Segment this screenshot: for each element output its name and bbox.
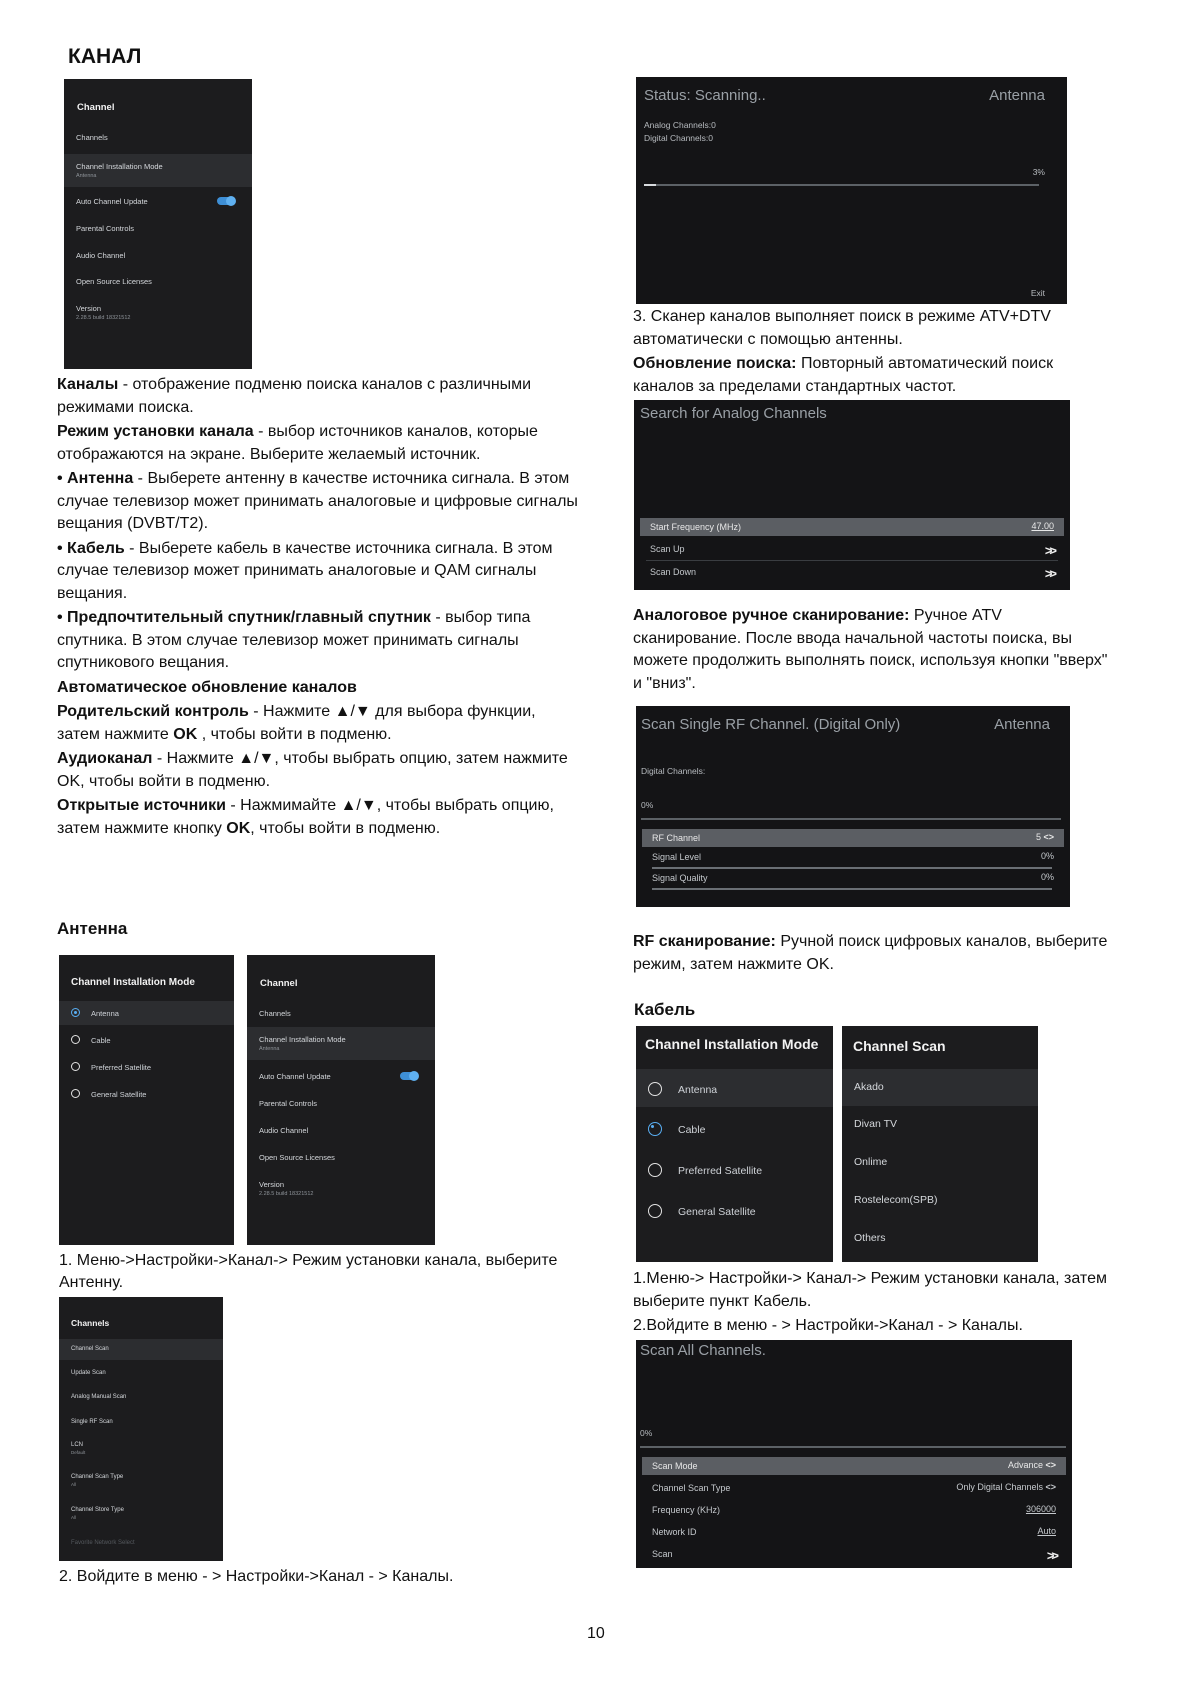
progress-track [641,818,1061,820]
menu-item-licenses: Open Source Licenses [76,277,152,286]
install-mode-title: Channel Installation Mode [71,977,195,988]
scan-source: Antenna [989,87,1045,104]
signal-quality-row: Signal Quality 0% [652,872,1054,883]
scan-row: Scan >> [652,1548,1056,1563]
exit-label: Exit [1030,288,1045,298]
antenna-install-mode-screenshot [59,955,234,1245]
provider-item: Rostelecom(SPB) [854,1194,938,1206]
menu-item-version: Version 2.28.5 build 18321512 [259,1180,314,1197]
cable-heading: Кабель [634,1000,696,1019]
option-label: Cable [91,1036,111,1045]
analog-search-screenshot [634,400,1070,590]
antenna-caption-1: 1. Меню->Настройки->Канал-> Режим установки канала, выберите Антенну. [59,1252,558,1291]
channel-scan-screenshot [842,1026,1038,1262]
double-chevron-icon: >> [1044,543,1054,558]
double-chevron-icon: >> [1046,1548,1056,1563]
right-description-1: 3. Сканер каналов выполняет поиск в режиме ATV+DTV автоматически с помощью антенны. Обновление поиска: Повторный автоматический поиск каналов за пределами стандартных частот. [633,308,1054,395]
radio-icon [648,1204,662,1218]
right-description-3: RF сканирование: Ручной поиск цифровых каналов, выберите режим, затем нажмите OK. [633,933,1108,973]
page-heading: КАНАЛ [68,45,142,68]
scan-all-screenshot [636,1340,1072,1568]
menu-title: Channel [77,102,115,113]
scanning-status-screenshot [636,77,1067,304]
option-antenna-row [636,1069,833,1107]
scan-type-row: Channel Scan Type Only Digital Channels <> [652,1482,1056,1493]
cable-captions: 1.Меню-> Настройки-> Канал-> Режим установки канала, затем выберите пункт Кабель. 2.Войдите в меню - > Настройки->Канал - > Каналы. [633,1270,1107,1334]
double-chevron-icon: >> [1044,566,1054,581]
install-mode-title: Channel Installation Mode [645,1036,819,1052]
radio-icon [71,1062,80,1071]
left-right-arrows-icon: <> [1045,1482,1056,1492]
right-description-2: Аналоговое ручное сканирование: Ручное ATV сканирование. После ввода начальной частоты поиска, вы можете продолжить выполнять поиск, используя кнопки "вверх" и "вниз". [633,607,1108,692]
network-id-row: Network ID Auto [652,1526,1056,1537]
menu-title: Channel [260,978,298,989]
menu-title: Channels [71,1318,110,1328]
left-right-arrows-icon: <> [1045,1460,1056,1470]
menu-item-update-scan: Update Scan [71,1370,106,1376]
menu-item-audio: Audio Channel [76,251,126,260]
provider-item: Akado [842,1069,1038,1106]
scan-all-percent: 0% [640,1428,653,1438]
option-label: Preferred Satellite [91,1063,152,1072]
channel-menu-screenshot [64,79,252,369]
menu-item-auto-update: Auto Channel Update [76,197,148,206]
cable-install-mode-screenshot [636,1026,833,1262]
menu-item-single-rf: Single RF Scan [71,1419,113,1425]
left-right-arrows-icon: <> [1043,832,1054,842]
toggle-icon [400,1072,418,1080]
radio-icon [648,1163,662,1177]
radio-icon [648,1082,662,1096]
antenna-heading: Антенна [57,919,128,938]
rf-title: Scan Single RF Channel. (Digital Only) [641,716,901,733]
progress-track [640,1446,1066,1448]
rf-source: Antenna [994,716,1050,733]
rf-scan-screenshot [636,706,1070,907]
scan-down-row: Scan Down >> [650,566,1054,581]
channel-scan-title: Channel Scan [853,1038,946,1054]
radio-selected-icon [71,1008,80,1017]
antenna-caption-2: 2. Войдите в меню - > Настройки->Канал - > Каналы. [59,1568,454,1585]
menu-item-installation-mode: Channel Installation Mode Antenna [247,1027,435,1060]
menu-item-store-type: Channel Store Type All [71,1507,124,1520]
signal-quality-bar [652,888,1052,890]
menu-item-channel-scan: Channel Scan [59,1339,223,1360]
provider-item: Others [854,1232,886,1244]
rf-percent: 0% [641,800,654,810]
menu-item-licenses: Open Source Licenses [259,1153,335,1162]
option-label: Preferred Satellite [678,1165,763,1177]
provider-item: Onlime [854,1156,888,1168]
option-label: Cable [678,1124,706,1136]
divider [646,560,1058,561]
menu-item-scan-type: Channel Scan Type All [71,1474,124,1487]
rf-digital-label: Digital Channels: [641,766,706,776]
channels-menu-screenshot [59,1297,223,1561]
progress-fill [644,184,656,186]
progress-track [644,184,1039,186]
rf-channel-row: RF Channel 5 <> [642,829,1064,847]
scan-status: Status: Scanning.. [644,87,766,104]
option-antenna [59,1001,234,1025]
menu-item-version: Version 2.28.5 build 18321512 [76,304,131,321]
menu-item-channels: Channels [259,1009,291,1018]
scan-percent: 3% [1032,167,1045,177]
radio-selected-icon [648,1122,662,1136]
menu-item-installation-mode: Channel Installation Mode Antenna [64,154,252,187]
menu-item-favorite-network: Favorite Network Select [71,1540,135,1546]
scan-all-title: Scan All Channels. [640,1342,766,1359]
digital-count: Digital Channels:0 [644,133,713,143]
menu-item-audio: Audio Channel [259,1126,309,1135]
provider-item: Divan TV [854,1118,897,1130]
menu-item-lcn: LCN Default [71,1442,86,1455]
menu-item-parental: Parental Controls [259,1099,317,1108]
menu-item-parental: Parental Controls [76,224,134,233]
frequency-row: Frequency (KHz) 306000 [652,1504,1056,1515]
scan-up-row: Scan Up >> [650,543,1054,558]
scan-mode-row: Scan Mode Advance <> [642,1457,1066,1475]
toggle-icon [217,197,235,205]
radio-icon [71,1035,80,1044]
option-label: Antenna [91,1009,119,1018]
analog-count: Analog Channels:0 [644,120,716,130]
option-label: General Satellite [678,1206,756,1218]
option-label: Antenna [678,1084,718,1096]
radio-icon [71,1089,80,1098]
start-frequency-row: Start Frequency (MHz) 47.00 [640,518,1064,536]
menu-item-analog-manual: Analog Manual Scan [71,1394,127,1400]
menu-item-channels: Channels [76,133,108,142]
channel-menu-screenshot-2 [247,955,435,1245]
page-number: 10 [587,1625,605,1642]
menu-item-auto-update: Auto Channel Update [259,1072,331,1081]
analog-title: Search for Analog Channels [640,405,827,422]
option-label: General Satellite [91,1090,147,1099]
left-description: Каналы - отображение подменю поиска каналов с различными режимами поиска. Режим установки канала - выбор источников каналов, которые отображаются на экране. Выберите желаемый источник. • Антенна - Выберете антенну в качестве источника сигнала. В этом случае телевизор может принимать аналоговые и цифровые сигналы вещания (DVBT/T2). • Кабель - Выберете кабель в качестве источника сигнала. В этом случае телевизор может принимать аналоговые и QAM сигналы вещания. • Предпочтительный спутник/главный спутник - выбор типа спутника. В этом случае телевизор может принимать сигналы спутникового вещания. Автоматическое обновление каналов Родительский контроль - Нажмите ▲/▼ для выбора функции, затем нажмите OK , чтобы войти в подменю. Аудиоканал - Нажмите ▲/▼, чтобы выбрать опцию, затем нажмите OK, чтобы войти в подменю. Открытые источники - Нажмимайте ▲/▼, чтобы выбрать опцию, затем нажмите кнопку OK, чтобы войти в подменю. [57,376,578,837]
signal-level-row: Signal Level 0% [652,851,1054,862]
